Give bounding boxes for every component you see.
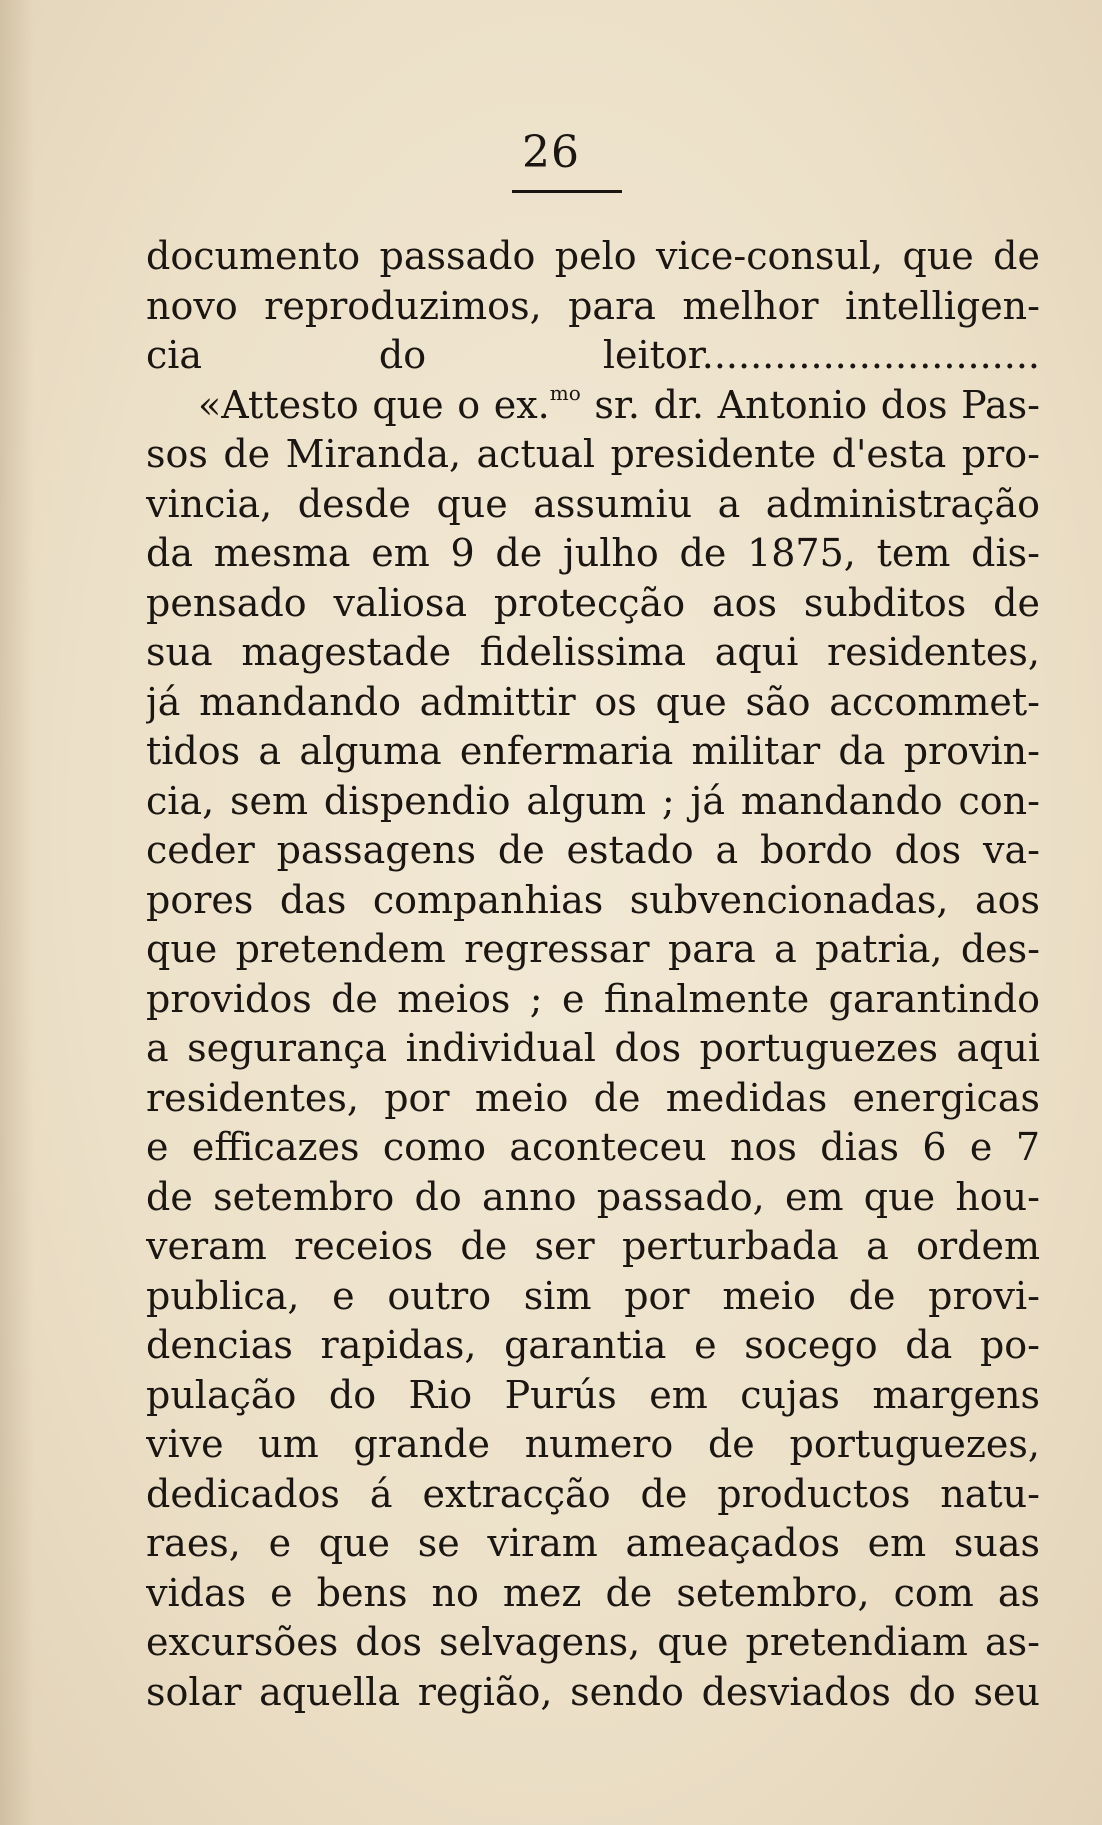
text-line: residentes, por meio de medidas energicas bbox=[146, 1075, 1040, 1120]
text-line: pulação do Rio Purús em cujas margens bbox=[146, 1372, 1040, 1417]
text-line: documento passado pelo vice-consul, que de bbox=[146, 234, 1040, 278]
text-line: solar aquella região, sendo desviados do seu bbox=[146, 1669, 1040, 1714]
text-line: a segurança individual dos portuguezes aqui bbox=[146, 1026, 1040, 1070]
text-line: de setembro do anno passado, em que hou- bbox=[146, 1174, 1040, 1219]
body-text bbox=[146, 232, 1040, 1717]
text-line: vive um grande numero de portuguezes, bbox=[146, 1422, 1040, 1466]
text-line: tidos a alguma enfermaria militar da provin- bbox=[146, 729, 1040, 773]
text-line: já mandando admittir os que são accommet- bbox=[146, 679, 1040, 724]
text-line: novo reproduzimos, para melhor intelligen- bbox=[146, 283, 1040, 328]
text-line: raes, e que se viram ameaçados em suas bbox=[146, 1521, 1040, 1565]
text-line: vincia, desde que assumiu a administração bbox=[146, 481, 1040, 526]
text-line: pensado valiosa protecção aos subditos de bbox=[146, 580, 1040, 625]
text-line: dencias rapidas, garantia e socego da po- bbox=[146, 1323, 1040, 1367]
text-line: cia, sem dispendio algum ; já mandando con- bbox=[146, 778, 1040, 823]
text-line: pores das companhias subvencionadas, aos bbox=[146, 877, 1040, 922]
quote-opening-text: «Attesto que o ex. bbox=[198, 382, 550, 427]
text-line: cia do leitor............................ bbox=[146, 333, 1040, 377]
text-line: e efficazes como aconteceu nos dias 6 e 7 bbox=[146, 1125, 1040, 1169]
text-line: veram receios de ser perturbada a ordem bbox=[146, 1224, 1040, 1268]
page-number: 26 bbox=[522, 127, 580, 178]
text-line: vidas e bens no mez de setembro, com as bbox=[146, 1570, 1040, 1615]
text-line: sos de Miranda, actual presidente d'esta pro- bbox=[146, 432, 1040, 476]
quote-opening-line bbox=[146, 381, 1040, 431]
text-line: da mesma em 9 de julho de 1875, tem dis- bbox=[146, 531, 1040, 575]
header-rule bbox=[512, 190, 622, 193]
text-line: excursões dos selvagens, que pretendiam as- bbox=[146, 1620, 1040, 1664]
text-line: providos de meios ; e finalmente garantindo bbox=[146, 976, 1040, 1021]
text-line: sua magestade fidelissima aqui residentes, bbox=[146, 630, 1040, 674]
text-line: publica, e outro sim por meio de provi- bbox=[146, 1273, 1040, 1318]
text-line: dedicados á extracção de productos natu- bbox=[146, 1471, 1040, 1516]
quote-opening-continuation: sr. dr. Antonio dos Pas- bbox=[580, 382, 1040, 427]
text-line: que pretendem regressar para a patria, des- bbox=[146, 927, 1040, 971]
superscript-abbreviation: mo bbox=[549, 380, 581, 405]
spine-shadow bbox=[0, 0, 34, 1825]
text-line: ceder passagens de estado a bordo dos va- bbox=[146, 828, 1040, 872]
